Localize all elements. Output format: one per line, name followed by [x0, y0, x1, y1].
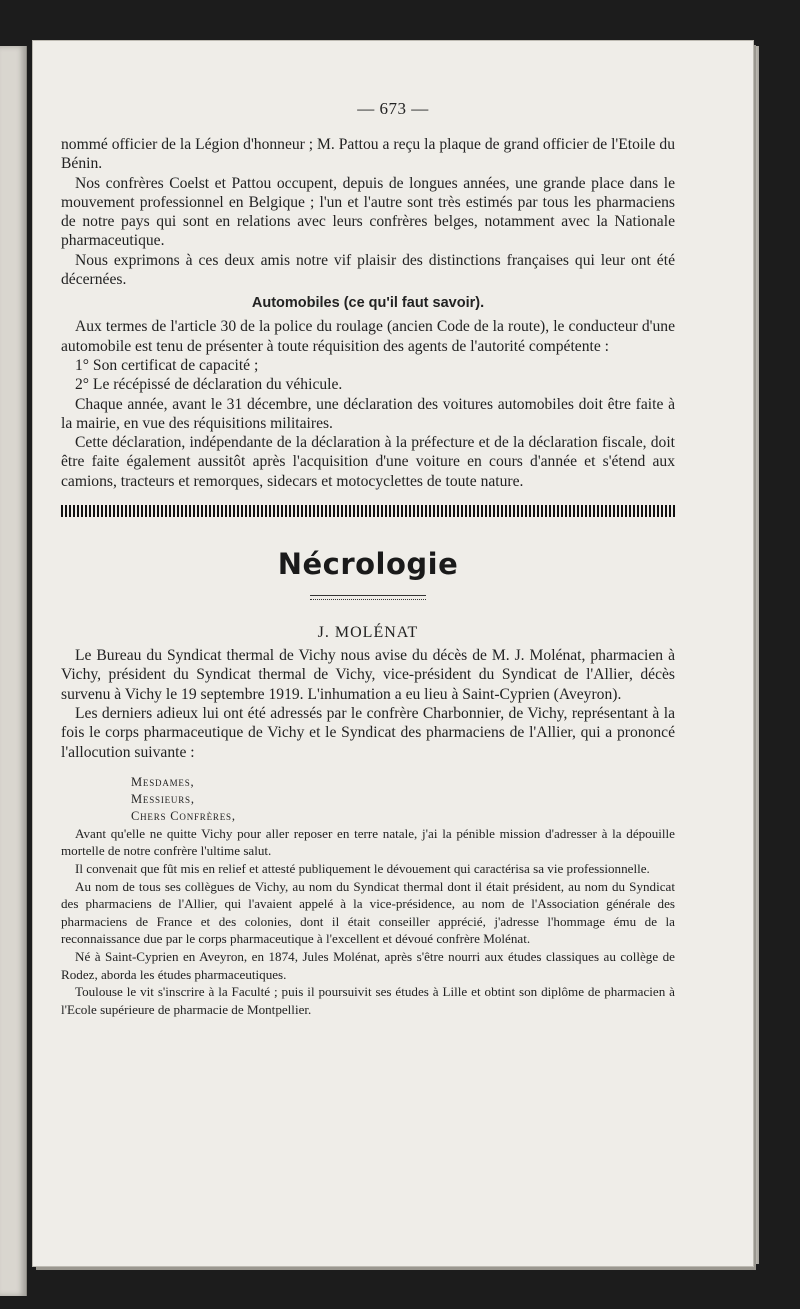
page-edge: [753, 46, 759, 1264]
paragraph: Le Bureau du Syndicat thermal de Vichy nous avise du décès de M. J. Molénat, pharmacien à Vichy, président du Syndicat thermal de Vichy, vice-président du Syndicat de l'Allier, décès survenu à Vichy le 19 septembre 1919. L'inhumation a eu lieu à Saint-Cyprien (Aveyron).: [61, 647, 675, 703]
paragraph: nommé officier de la Légion d'honneur ; M. Pattou a reçu la plaque de grand officier de l'Etoile du Bénin.: [61, 136, 675, 173]
page-content: [61, 135, 675, 1018]
salutation-line: Mesdames,: [131, 774, 195, 789]
speech-paragraph: Il convenait que fût mis en relief et attesté publiquement le dévouement qui caractérisa sa vie professionnelle.: [75, 861, 650, 877]
paragraph: Cette déclaration, indépendante de la déclaration à la préfecture et de la déclaration fiscale, doit être faite également aussitôt après l'acquisition d'une voiture en cours d'année et s'étend aux camions, tracteurs et remorques, sidecars et motocyclettes de toute nature.: [61, 434, 675, 490]
speech-paragraph: Au nom de tous ses collègues de Vichy, au nom du Syndicat thermal dont il était président, au nom du Syndicat des pharmaciens de l'Allier, qui l'avaient appelé à la vice-présidence, au nom de l'Association générale des pharmaciens de France et des colonies, dont il était conseiller apprécié, j'adresse l'hommage ému de la reconnaissance due par le corps pharmaceutique à l'excellent et dévoué confrère Molénat.: [61, 878, 675, 947]
paragraph: Aux termes de l'article 30 de la police du roulage (ancien Code de la route), le conducteur d'une automobile est tenu de présenter à toute réquisition des agents de l'autorité compétente :: [61, 318, 675, 355]
speech-paragraph: Toulouse le vit s'inscrire à la Faculté ; puis il poursuivit ses études à Lille et obtint son diplôme de pharmacien à l'Ecole supérieure de pharmacie de Montpellier.: [61, 984, 675, 1017]
page-number: — 673 —: [357, 99, 429, 118]
list-item: 2° Le récépissé de déclaration du véhicule.: [75, 376, 343, 394]
decorative-rule: [61, 505, 675, 517]
previous-page-edge: [0, 46, 27, 1296]
salutation-line: Chers Confrères,: [131, 808, 236, 823]
list-item: 1° Son certificat de capacité ;: [75, 356, 259, 374]
speech-paragraph: Né à Saint-Cyprien en Aveyron, en 1874, Jules Molénat, après s'être nourri aux études classiques au collège de Rodez, aborda les études pharmaceutiques.: [61, 948, 675, 982]
salutation-line: Messieurs,: [131, 791, 195, 806]
obituary-name: J. MOLÉNAT: [317, 624, 419, 642]
speech-paragraph: Avant qu'elle ne quitte Vichy pour aller reposer en terre natale, j'ai la pénible mission d'adresser à la dépouille mortelle de notre confrère l'ultime salut.: [61, 825, 675, 859]
paragraph: Nous exprimons à ces deux amis notre vif plaisir des distinctions françaises qui leur ont été décernées.: [61, 251, 675, 289]
section-heading-automobiles: Automobiles (ce qu'il faut savoir).: [251, 295, 485, 312]
paragraph: Nos confrères Coelst et Pattou occupent, depuis de longues années, une grande place dans le mouvement professionnel en Belgique ; l'un et l'autre sont très estimés par tous les pharmaciens de notre pays qui sont en relations avec leurs confrères belges, notamment avec la Nationale pharmaceutique.: [61, 174, 675, 250]
section-title-necrologie: Nécrologie: [277, 547, 459, 582]
salutation: [61, 774, 675, 825]
title-underline: [310, 595, 426, 600]
paragraph: Les derniers adieux lui ont été adressés par le confrère Charbonnier, de Vichy, représentant à la fois le corps pharmaceutique de Vichy et le Syndicat des pharmaciens de l'Allier, qui a prononcé l'allocution suivante :: [61, 704, 675, 761]
paragraph: Chaque année, avant le 31 décembre, une déclaration des voitures automobiles doit être faite à la mairie, en vue des réquisitions militaires.: [61, 395, 675, 432]
document-page: [33, 41, 753, 1266]
